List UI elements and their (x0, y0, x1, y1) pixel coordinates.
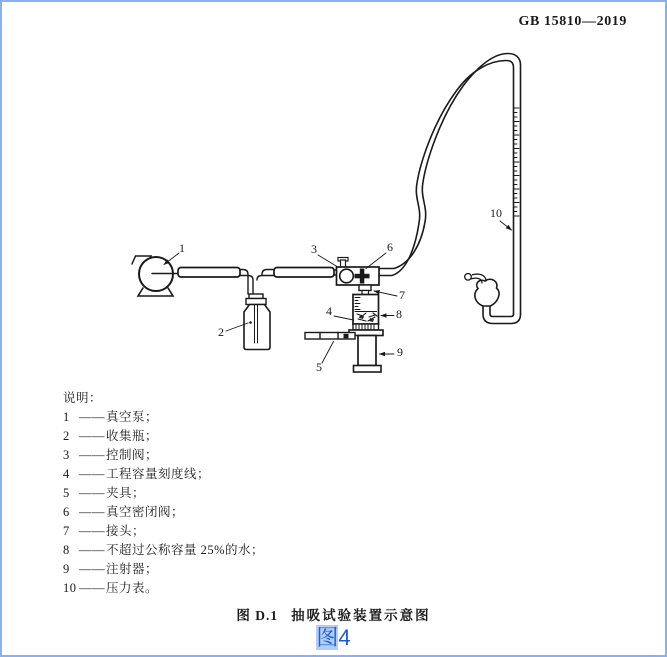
standard-code: GB 15810—2019 (518, 14, 627, 29)
pump-hose (178, 268, 337, 295)
part-label-3: 3 (311, 242, 317, 256)
legend-item (63, 465, 264, 484)
legend-item (63, 579, 264, 598)
legend-item-no: 7 (63, 524, 70, 538)
legend-item-no: 6 (63, 505, 70, 519)
part-label-9: 9 (397, 345, 403, 359)
legend-dash: —— (79, 581, 105, 595)
legend-item-label: 控制阀； (106, 448, 159, 462)
legend-item-label: 压力表。 (106, 581, 159, 595)
legend-dash: —— (79, 486, 105, 500)
legend-item (63, 541, 264, 560)
part-label-8: 8 (396, 307, 402, 321)
legend-heading: 说明： (63, 391, 103, 405)
trap-bulb (475, 279, 499, 306)
legend-item (63, 503, 264, 522)
legend-item-no: 8 (63, 543, 70, 557)
selected-text: 图 (316, 625, 339, 650)
figure-tag-rest: 4 (338, 625, 351, 650)
legend-dash: —— (79, 429, 105, 443)
figure-tag (2, 621, 665, 652)
part-label-4: 4 (326, 304, 332, 318)
vacuum-pump (132, 256, 179, 296)
figure-number: 图 D.1 (236, 608, 279, 623)
legend-dash: —— (79, 505, 105, 519)
collection-bottle (244, 294, 270, 350)
legend-item (63, 484, 264, 503)
syringe-plunger (358, 336, 376, 366)
pressure-gauge-tube (379, 54, 521, 324)
connector (359, 285, 371, 291)
legend-item (63, 522, 264, 541)
grip-ribs (356, 324, 374, 330)
part-label-10: 10 (490, 206, 502, 220)
part-label-2: 2 (218, 325, 224, 339)
legend-dash: —— (79, 448, 105, 462)
leader-lines (164, 221, 512, 363)
figure-title: 抽吸试验装置示意图 (291, 608, 431, 623)
legend-item-label: 真空泵； (106, 410, 159, 424)
part-label-1: 1 (179, 241, 185, 255)
legend-item-label: 不超过公称容量 25%的水； (106, 543, 265, 557)
legend-item (63, 427, 264, 446)
part-label-5: 5 (316, 360, 322, 374)
legend-item-no: 3 (63, 448, 70, 462)
legend-item (63, 446, 264, 465)
legend-item-no: 4 (63, 467, 70, 481)
legend-item (63, 560, 264, 579)
syringe-clamp (305, 333, 355, 340)
legend (63, 389, 264, 598)
legend-item-label: 接头； (106, 524, 146, 538)
legend-dash: —— (79, 410, 105, 424)
legend-item (63, 408, 264, 427)
legend-dash: —— (79, 524, 105, 538)
legend-item-no: 1 (63, 410, 70, 424)
legend-dash: —— (79, 467, 105, 481)
legend-item-label: 真空密闭阀； (106, 505, 185, 519)
legend-item-no: 10 (63, 581, 77, 595)
part-label-7: 7 (399, 288, 405, 302)
legend-item-no: 2 (63, 429, 70, 443)
gauge-graduations (514, 108, 520, 216)
part-label-6: 6 (387, 240, 393, 254)
legend-dash: —— (79, 562, 105, 576)
legend-dash: —— (79, 543, 105, 557)
legend-item-label: 收集瓶； (106, 429, 159, 443)
legend-item-label: 工程容量刻度线； (106, 467, 211, 481)
legend-item-no: 9 (63, 562, 70, 576)
legend-item-label: 夹具； (106, 486, 146, 500)
legend-item-no: 5 (63, 486, 70, 500)
legend-item-label: 注射器； (106, 562, 159, 576)
